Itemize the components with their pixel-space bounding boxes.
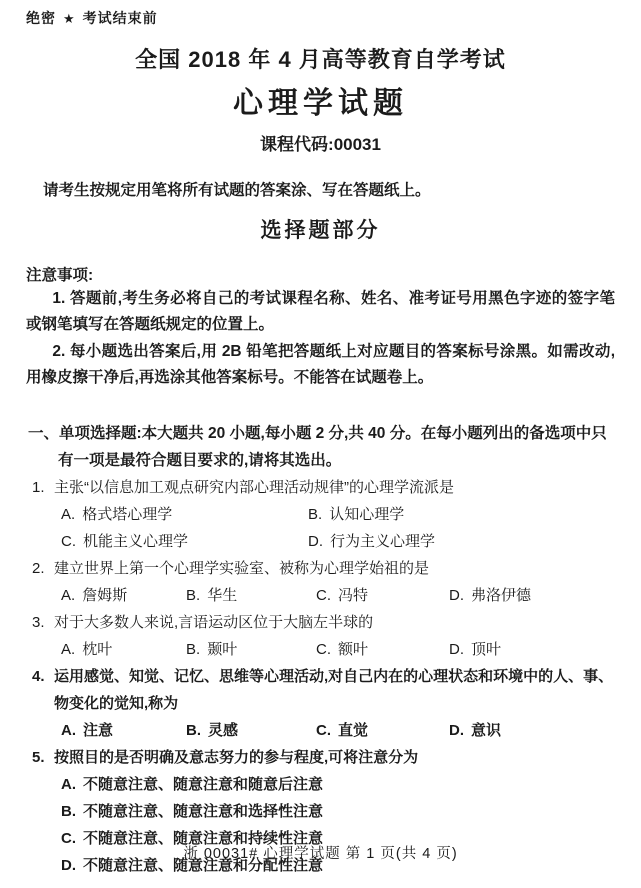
option-label: C. bbox=[61, 830, 76, 847]
option-text: 冯特 bbox=[338, 587, 369, 604]
option-label: B. bbox=[308, 506, 323, 523]
option-text: 注意 bbox=[83, 722, 114, 739]
question-stem: 主张“以信息加工观点研究内部心理活动规律”的心理学流派是 bbox=[54, 479, 454, 496]
option-text: 意识 bbox=[471, 722, 502, 739]
option-label: A. bbox=[61, 641, 76, 658]
option-text: 詹姆斯 bbox=[82, 587, 128, 604]
option-a bbox=[61, 717, 186, 744]
course-code: 课程代码:00031 bbox=[260, 135, 381, 154]
option-text: 不随意注意、随意注意和随意后注意 bbox=[83, 776, 324, 793]
option-text: 颞叶 bbox=[207, 641, 238, 658]
option-b bbox=[61, 798, 615, 825]
answer-sheet-instruction: 请考生按规定用笔将所有试题的答案涂、写在答题纸上。 bbox=[43, 182, 431, 199]
question-number: 4. bbox=[32, 668, 45, 685]
option-label: D. bbox=[449, 587, 464, 604]
option-text: 顶叶 bbox=[471, 641, 502, 658]
option-label: C. bbox=[316, 641, 331, 658]
star-icon: ★ bbox=[63, 11, 76, 26]
option-label: B. bbox=[61, 803, 76, 820]
option-label: A. bbox=[61, 587, 76, 604]
question-stem: 按照目的是否明确及意志努力的参与程度,可将注意分为 bbox=[54, 749, 419, 766]
exam-title: 全国 2018 年 4 月高等教育自学考试 bbox=[135, 47, 506, 72]
question-number: 1. bbox=[32, 479, 45, 496]
option-text: 不随意注意、随意注意和分配性注意 bbox=[83, 857, 324, 874]
option-label: D. bbox=[61, 857, 76, 874]
option-text: 额叶 bbox=[338, 641, 369, 658]
option-label: D. bbox=[308, 533, 323, 550]
secrecy-label: 绝密 bbox=[26, 10, 56, 26]
option-text: 行为主义心理学 bbox=[330, 533, 436, 550]
question-stem: 运用感觉、知觉、记忆、思维等心理活动,对自己内在的心理状态和环境中的人、事、物变化的觉知,称为 bbox=[54, 668, 614, 712]
option-label: A. bbox=[61, 776, 76, 793]
option-a bbox=[61, 501, 308, 528]
option-text: 直觉 bbox=[338, 722, 369, 739]
notice-item-2: 2. 每小题选出答案后,用 2B 铅笔把答题纸上对应题目的答案标号涂黑。如需改动,用橡皮擦干净后,再选涂其他答案标号。不能答在试题卷上。 bbox=[26, 343, 615, 386]
section-title: 选择题部分 bbox=[260, 219, 381, 242]
option-text: 格式塔心理学 bbox=[82, 506, 173, 523]
option-b bbox=[186, 636, 316, 663]
option-a bbox=[61, 636, 186, 663]
option-b bbox=[186, 717, 316, 744]
question-number: 5. bbox=[32, 749, 45, 766]
option-label: A. bbox=[61, 722, 76, 739]
option-label: C. bbox=[316, 722, 331, 739]
option-a bbox=[61, 771, 615, 798]
option-text: 灵感 bbox=[208, 722, 239, 739]
option-text: 机能主义心理学 bbox=[83, 533, 189, 550]
option-label: B. bbox=[186, 722, 201, 739]
question-number: 2. bbox=[32, 560, 45, 577]
question-2 bbox=[32, 555, 615, 609]
option-text: 不随意注意、随意注意和选择性注意 bbox=[83, 803, 324, 820]
option-label: B. bbox=[186, 641, 201, 658]
option-text: 华生 bbox=[207, 587, 238, 604]
option-c bbox=[61, 528, 308, 555]
option-d bbox=[449, 717, 615, 744]
page-footer: 浙 00031# 心理学试题 第 1 页(共 4 页) bbox=[183, 846, 458, 862]
option-d bbox=[308, 528, 615, 555]
option-label: D. bbox=[449, 641, 464, 658]
option-text: 弗洛伊德 bbox=[471, 587, 532, 604]
question-4 bbox=[32, 663, 615, 744]
option-label: D. bbox=[449, 722, 464, 739]
option-c bbox=[316, 717, 449, 744]
option-a bbox=[61, 582, 186, 609]
option-d bbox=[449, 582, 615, 609]
question-1 bbox=[32, 474, 615, 555]
question-number: 3. bbox=[32, 614, 45, 631]
option-c bbox=[316, 636, 449, 663]
option-d bbox=[449, 636, 615, 663]
option-label: A. bbox=[61, 506, 76, 523]
question-stem: 建立世界上第一个心理学实验室、被称为心理学始祖的是 bbox=[54, 560, 430, 577]
option-text: 枕叶 bbox=[82, 641, 113, 658]
option-b bbox=[308, 501, 615, 528]
option-label: C. bbox=[316, 587, 331, 604]
paper-title: 心理学试题 bbox=[233, 87, 408, 120]
notice-heading: 注意事项: bbox=[26, 267, 94, 284]
notice-item-1: 1. 答题前,考生务必将自己的考试课程名称、姓名、准考证号用黑色字迹的签字笔或钢笔填写在答题纸规定的位置上。 bbox=[26, 290, 615, 333]
question-stem: 对于大多数人来说,言语运动区位于大脑左半球的 bbox=[54, 614, 374, 631]
option-c bbox=[316, 582, 449, 609]
secrecy-banner bbox=[26, 8, 615, 28]
option-label: C. bbox=[61, 533, 76, 550]
option-b bbox=[186, 582, 316, 609]
secrecy-suffix: 考试结束前 bbox=[82, 10, 158, 26]
question-3 bbox=[32, 609, 615, 663]
option-label: B. bbox=[186, 587, 201, 604]
option-text: 认知心理学 bbox=[329, 506, 405, 523]
part-one-heading: 一、单项选择题:本大题共 20 小题,每小题 2 分,共 40 分。在每小题列出的备选项中只有一项是最符合题目要求的,请将其选出。 bbox=[28, 425, 607, 469]
option-text: 不随意注意、随意注意和持续性注意 bbox=[83, 830, 324, 847]
